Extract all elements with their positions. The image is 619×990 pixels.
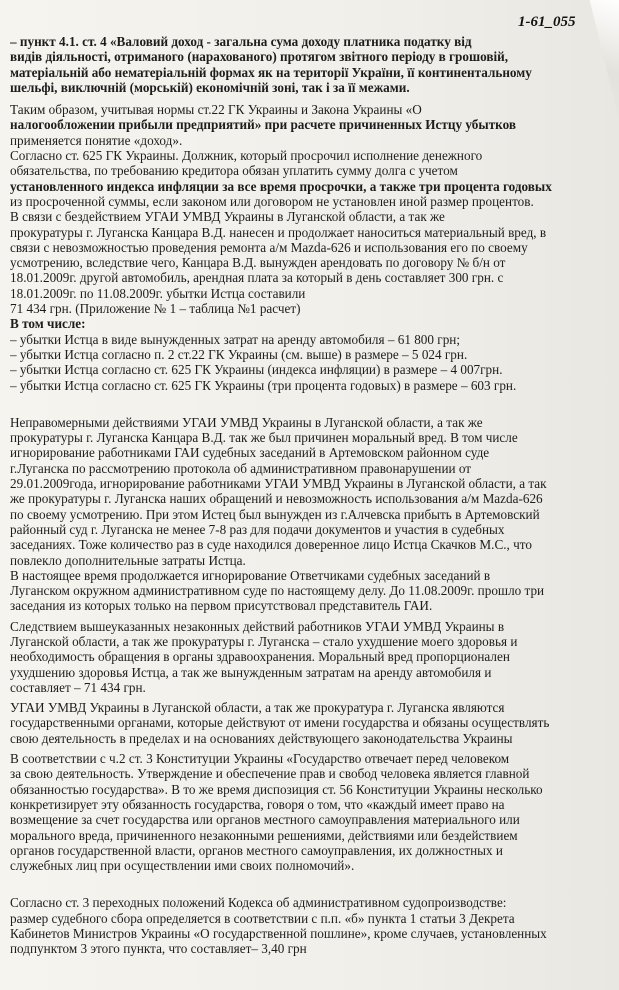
list-item: – убытки Истца в виде вынужденных затрат на аренду автомобиля – 61 800 грн; <box>10 331 461 347</box>
paragraph-income-concept <box>10 102 619 148</box>
text-line: – пункт 4.1. ст. 4 «Валовий доход - загальна сума доходу платника податку від <box>10 34 472 49</box>
text-line: же прокуратуры г. Луганска наших обращений и невозможность использования а/м Mazda-626 <box>10 491 543 507</box>
text-line: В связи с бездействием УГАИ УМВД Украины в Луганской области, а так же <box>10 209 445 225</box>
list-item: – убытки Истца согласно ст. 625 ГК Украины (индекса инфляции) в размере – 4 007грн. <box>10 362 503 378</box>
document-code: 1-61_055 <box>518 14 576 30</box>
text-line: связи с невозможностью проведения ремонта а/м Mazda-626 и использования его по своему <box>10 239 528 255</box>
text-line: прокуратуры г. Луганска Канцара В.Д. так же был причинен моральный вред. В том числе <box>10 430 518 446</box>
text-line: государственными органами, которые действуют от имени государства и обязаны осуществлять <box>10 715 550 731</box>
text-line: служебных лиц при осуществлении ими своих полномочий». <box>10 858 355 874</box>
list-item: – убытки Истца согласно ст. 625 ГК Украины (три процента годовых) в размере – 603 грн. <box>10 377 517 393</box>
text-line: шельфі, виключній (морській) економічній зоні, так і за її межами. <box>10 79 410 95</box>
text-line: по своему усмотрению. При этом Истец был вынужден из г.Алчевска прибыть в Артемовский <box>10 506 540 522</box>
text-line: возмещение за счет государства или органов местного самоуправления материального или <box>10 812 520 828</box>
text-line: видів діяльності, отриманого (нарахованого) протягом звітного періоду в грошовій, <box>10 49 509 65</box>
text-line: 18.01.2009г. другой автомобиль, арендная плата за который в день составляет 300 грн. с <box>10 270 504 286</box>
text-line: В настоящее время продолжается игнорирование Ответчиками судебных заседаний в <box>10 567 491 583</box>
paragraph-gross-income-definition <box>10 34 619 95</box>
text-line: обязательства, по требованию кредитора обязан уплатить сумму долга с учетом <box>10 163 458 179</box>
text-line: Согласно ст. 625 ГК Украины. Должник, который просрочил исполнение денежного <box>10 148 483 164</box>
text-line: необходимость обращения в органы здравоохранения. Моральный вред пропорционален <box>10 649 510 665</box>
paragraph-ignoring-hearings <box>10 568 619 614</box>
paragraph-material-damage <box>10 209 619 316</box>
text-line: Следствием вышеуказанных незаконных действий работников УГАИ УМВД Украины в <box>10 618 505 634</box>
text-line: органов государственной власти, органов местного самоуправления, их должностных и <box>10 842 503 858</box>
text-line: заседания из которых только на первом присутствовал представитель ГАИ. <box>10 598 433 614</box>
text-line: подпунктом 3 этого пункта, что составляет– 3,40 грн <box>10 941 307 957</box>
text-line: Кабинетов Министров Украины «О государственной пошлине», кроме случаев, установленных <box>10 926 547 942</box>
text-line: из просроченной суммы, если законом или договором не установлен иной размер процентов. <box>10 193 534 209</box>
text-line: ухудшению здоровья Истца, а так же вынужденным затратам на аренду автомобиля и <box>10 664 492 680</box>
text-line: В соответствии с ч.2 ст. 3 Конституции Украины «Государство отвечает перед человеком <box>10 751 510 767</box>
text-line: 18.01.2009г. по 11.08.2009г. убытки Истца составили <box>10 285 306 301</box>
text-line: г.Луганска по рассмотрению протокола об административном правонарушении от <box>10 460 472 476</box>
text-line: установленного индекса инфляции за все время просрочки, а также три процента годовых <box>10 178 552 194</box>
text-line: усмотрению, вследствие чего, Канцара В.Д. вынужден арендовать по договору № б/н от <box>10 255 506 271</box>
list-item: – убытки Истца согласно п. 2 ст.22 ГК Украины (см. выше) в размере – 5 024 грн. <box>10 346 468 362</box>
text-line: Неправомерными действиями УГАИ УМВД Украины в Луганской области, а так же <box>10 414 483 430</box>
losses-list <box>10 316 619 392</box>
text-line: составляет – 71 434 грн. <box>10 679 146 695</box>
paragraph-court-fee <box>10 895 619 956</box>
text-line: Согласно ст. 3 переходных положений Кодекса об административном судопроизводстве: <box>10 895 507 911</box>
text-line: свою деятельность в пределах и на основаниях действующего законодательства Украины <box>10 730 513 746</box>
paragraph-constitution <box>10 751 619 873</box>
paragraph-state-bodies <box>10 700 619 746</box>
paragraph-article-625 <box>10 148 619 209</box>
text-line: за свою деятельность. Утверждение и обеспечение прав и свобод человека является главной <box>10 766 530 782</box>
text-line: прокуратуры г. Луганска Канцара В.Д. нанесен и продолжает наноситься материальный вред, в <box>10 224 547 240</box>
text-line: заседаниях. Тоже количество раз в суде находился доверенное лицо Истца Скачков М.С., что <box>10 537 532 553</box>
text-line: конкретизирует эту обязанность государства, говоря о том, что «каждый имеет право на <box>10 796 505 812</box>
text-line: размер судебного сбора определяется в соответствии с п.п. «б» пункта 1 статьи 3 Декрета <box>10 910 515 926</box>
text-line: районный суд г. Луганска не менее 7-8 раз для подачи документов и участия в судебных <box>10 521 505 537</box>
paragraph-moral-damage <box>10 415 619 568</box>
text-line: матеріальній або нематеріальній формах як на території України, її континентальному <box>10 64 532 80</box>
text-line: Луганском окружном административном суде по настоящему делу. До 11.08.2009г. прошло три <box>10 583 545 599</box>
text-line: Луганской области, а так же прокуратуры г. Луганска – стало ухудшение моего здоровья и <box>10 633 518 649</box>
list-heading: В том числе: <box>10 316 86 332</box>
text-line: морального вреда, причиненного незаконными решениями, действиями или бездействием <box>10 827 518 843</box>
text-line: игнорирование работниками ГАИ судебных заседаний в Артемовском районном суде <box>10 445 490 461</box>
document-body <box>10 34 619 957</box>
text-line: применяется понятие «доход». <box>10 132 183 148</box>
text-line: повлекло дополнительные затраты Истца. <box>10 552 246 568</box>
paragraph-health-consequences <box>10 619 619 695</box>
text-line: налогообложении прибыли предприятий» при расчете причиненных Истцу убытков <box>10 117 516 133</box>
text-line: УГАИ УМВД Украины в Луганской области, а так же прокуратура г. Луганска являются <box>10 700 505 716</box>
text-line: Таким образом, учитывая нормы ст.22 ГК Украины и Закона Украины «О <box>10 102 422 118</box>
text-line: 29.01.2009года, игнорирование работниками УГАИ УМВД Украины в Луганской области, а так <box>10 476 547 492</box>
text-line: обязанностью государства». В то же время диспозиция ст. 56 Конституции Украины несколько <box>10 781 543 797</box>
text-line: 71 434 грн. (Приложение № 1 – таблица №1 расчет) <box>10 301 301 317</box>
